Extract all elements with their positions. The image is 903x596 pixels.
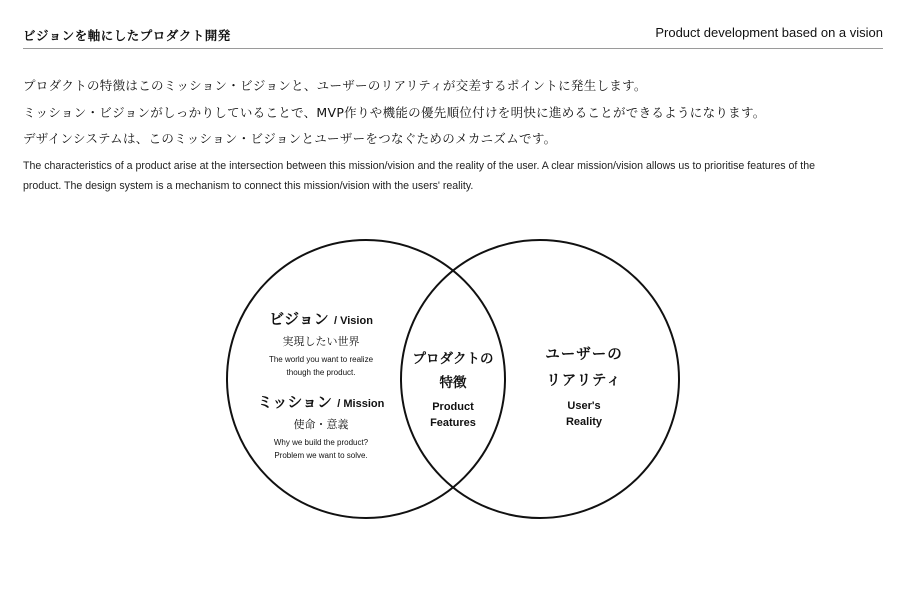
product-features-title-2: 特徴 bbox=[439, 375, 467, 391]
page-header bbox=[23, 22, 883, 49]
vision-title-ja: ビジョン bbox=[269, 310, 329, 328]
vision-title bbox=[246, 308, 396, 329]
mission-title-en: / Mission bbox=[337, 398, 385, 410]
vision-note-2: though the product. bbox=[286, 368, 356, 377]
product-features-title-1: プロダクトの bbox=[412, 351, 494, 367]
user-reality-title-2: リアリティ bbox=[546, 373, 622, 389]
mission-note-1: Why we build the product? bbox=[273, 438, 369, 447]
user-reality-en-2: Reality bbox=[565, 416, 603, 428]
vision-title-en: / Vision bbox=[334, 315, 373, 327]
intro-ja bbox=[23, 73, 883, 153]
vision-subtitle: 実現したい世界 bbox=[282, 335, 360, 348]
intro-en: The characteristics of a product arise at the intersection between this mission/vision and the reality of the user. A clear mission/vision allows us to prioritise features of the product. The design system is a mechanism to connect this mission/vision with the users' reality. bbox=[23, 160, 815, 192]
user-reality-block bbox=[534, 342, 634, 430]
page-title-ja: ビジョンを軸にしたプロダクト開発 bbox=[23, 28, 231, 43]
intro-ja-line-1: プロダクトの特徴はこのミッション・ビジョンと、ユーザーのリアリティが交差するポイントに発生します。 bbox=[23, 78, 647, 93]
intro-ja-line-2: ミッション・ビジョンがしっかりしていることで、MVP作りや機能の優先順位付けを明快に進めることができるようになります。 bbox=[23, 104, 766, 120]
mission-title-ja: ミッション bbox=[257, 393, 333, 411]
vision-block bbox=[246, 308, 396, 379]
page-title-en: Product development based on a vision bbox=[655, 25, 883, 40]
user-reality-en-1: User's bbox=[567, 400, 601, 412]
user-reality-title-1: ユーザーの bbox=[545, 347, 623, 363]
intro-ja-line-3: デザインシステムは、このミッション・ビジョンとユーザーをつなぐためのメカニズムです。 bbox=[23, 131, 557, 146]
vision-note-1: The world you want to realize bbox=[268, 355, 374, 364]
mission-note-2: Problem we want to solve. bbox=[274, 451, 368, 460]
product-features-en-1: Product bbox=[432, 401, 474, 413]
mission-block bbox=[246, 391, 396, 462]
mission-title bbox=[246, 391, 396, 412]
mission-subtitle: 使命・意義 bbox=[293, 418, 349, 431]
product-features-en-2: Features bbox=[430, 417, 476, 429]
product-features-block bbox=[403, 347, 503, 431]
